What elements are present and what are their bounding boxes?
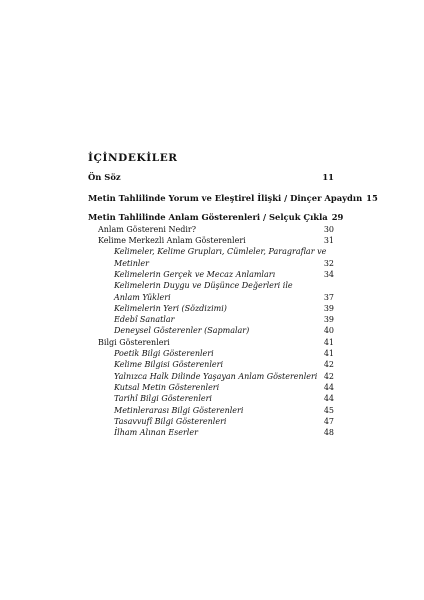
toc-entry-page: 48 [323, 428, 334, 438]
toc-entry-page: 42 [323, 371, 334, 381]
toc-entry [88, 325, 334, 336]
toc-entry-page: 15 [366, 192, 378, 203]
toc-entry-page: 31 [323, 236, 334, 246]
toc-entry [88, 192, 378, 205]
toc-entry [88, 416, 334, 427]
toc-entry-title: Metinler [114, 258, 149, 268]
toc-entry [88, 393, 334, 404]
toc-entry-page: 44 [323, 382, 334, 392]
toc-entry-page: 30 [323, 224, 334, 234]
toc-entry-page: 44 [323, 394, 334, 404]
toc-entry-page: 34 [323, 269, 334, 279]
toc-list [88, 172, 378, 438]
toc-entry-title: Anlam Yükleri [114, 292, 171, 302]
toc-entry [88, 246, 334, 257]
toc-entry-title: Tasavvufî Bilgi Gösterenleri [114, 416, 227, 426]
toc-entry-title: Yalnızca Halk Dilinde Yaşayan Anlam Gösterenleri [114, 371, 318, 381]
toc-entry [88, 427, 334, 438]
toc-entry [88, 314, 334, 325]
toc-entry-page: 41 [323, 349, 334, 359]
toc-entry-page: 45 [323, 405, 334, 415]
toc-entry-page: 39 [323, 303, 334, 313]
toc-entry-title: Kelimeler, Kelime Grupları, Cümleler, Paragraflar ve [114, 247, 327, 257]
toc-entry-title: Kelime Bilgisi Gösterenleri [114, 360, 224, 370]
toc-entry-title: Bilgi Gösterenleri [98, 337, 170, 347]
toc-entry [88, 269, 334, 280]
toc-entry-page: 29 [331, 212, 344, 223]
toc-entry [88, 303, 334, 314]
toc-entry-title: Kelimelerin Duygu ve Düşünce Değerleri ile [114, 281, 293, 291]
toc-entry-page: 40 [323, 326, 334, 336]
toc-entry-page: 32 [323, 258, 334, 268]
toc-entry-page: 41 [323, 337, 334, 347]
toc-entry [88, 348, 334, 359]
toc-entry [88, 405, 334, 416]
toc-entry [88, 337, 334, 348]
toc-entry-title: İlham Alınan Eserler [114, 428, 198, 438]
toc-entry-title: Kelime Merkezli Anlam Gösterenleri [98, 236, 246, 246]
toc-entry-title: Metinlerarası Bilgi Gösterenleri [114, 405, 244, 415]
toc-entry-title: Deneysel Gösterenler (Sapmalar) [114, 326, 250, 336]
toc-entry-title: Kelimelerin Yeri (Sözdizimi) [114, 303, 227, 313]
toc-entry-page: 47 [323, 416, 334, 426]
toc-entry-title: Kutsal Metin Gösterenleri [114, 382, 220, 392]
toc-entry [88, 382, 334, 393]
toc-entry [88, 235, 334, 246]
toc-entry-page: 37 [323, 292, 334, 302]
toc-entry [88, 224, 334, 235]
toc-entry-page: 11 [322, 172, 334, 182]
toc-entry-page: 39 [323, 315, 334, 325]
toc-entry-title: Poetik Bilgi Gösterenleri [114, 349, 214, 359]
toc-entry [88, 359, 334, 370]
toc-entry-title: Edebî Sanatlar [114, 315, 175, 325]
toc-entry-title: Metin Tahlilinde Anlam Gösterenleri / Selçuk Çıkla [88, 212, 328, 223]
toc-entry-title: Ön Söz [88, 172, 121, 182]
toc-entry [88, 258, 334, 269]
toc-entry-page: 42 [323, 360, 334, 370]
toc-entry [88, 280, 334, 291]
toc-entry-title: Anlam Göstereni Nedir? [98, 224, 196, 234]
toc-heading: İÇİNDEKİLER [88, 152, 178, 164]
toc-entry-title: Tarihî Bilgi Gösterenleri [114, 394, 212, 404]
toc-entry-title: Metin Tahlilinde Yorum ve Eleştirel İlişki / Dinçer Apaydın [88, 192, 363, 203]
toc-entry [88, 371, 334, 382]
toc-entry [88, 172, 334, 184]
toc-entry-title: Kelimelerin Gerçek ve Mecaz Anlamları [114, 269, 276, 279]
toc-entry [88, 292, 334, 303]
toc-entry [88, 212, 344, 224]
